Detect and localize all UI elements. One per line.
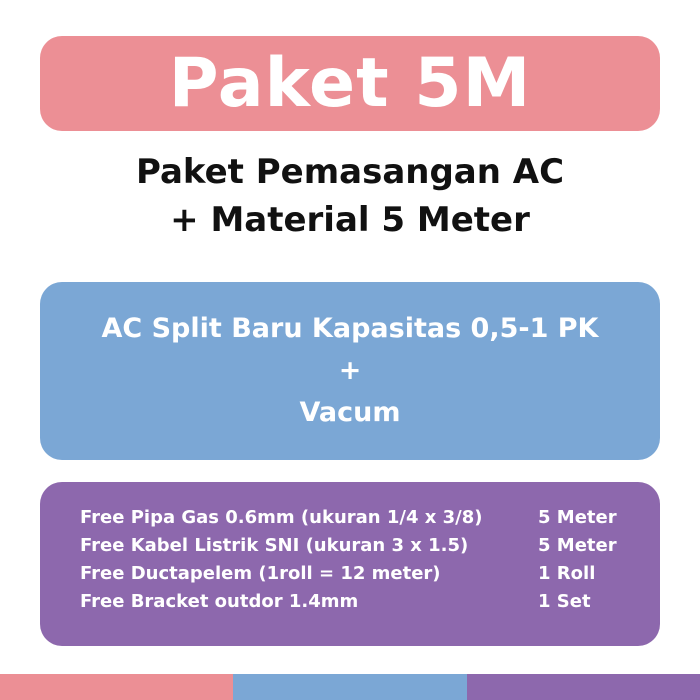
package-box — [40, 282, 660, 460]
strip-blue — [233, 674, 466, 700]
freebie-item: Free Bracket outdor 1.4mm — [80, 591, 359, 612]
freebies-box — [40, 482, 660, 646]
strip-pink — [0, 674, 233, 700]
subtitle — [0, 148, 700, 244]
freebie-qty: 1 Roll — [538, 563, 596, 584]
freebie-item: Free Pipa Gas 0.6mm (ukuran 1/4 x 3/8) — [80, 507, 483, 528]
freebie-item: Free Kabel Listrik SNI (ukuran 3 x 1.5) — [80, 535, 469, 556]
subtitle-line-2: + Material 5 Meter — [170, 200, 530, 240]
freebie-row — [80, 532, 660, 560]
strip-purple — [467, 674, 700, 700]
package-plus: + — [338, 355, 362, 386]
title-banner — [40, 36, 660, 131]
subtitle-line-1: Paket Pemasangan AC — [135, 152, 565, 192]
package-line-1: AC Split Baru Kapasitas 0,5-1 PK — [101, 313, 599, 344]
freebie-qty: 5 Meter — [538, 507, 617, 528]
freebie-qty: 5 Meter — [538, 535, 617, 556]
freebie-row — [80, 560, 660, 588]
freebie-item: Free Ductapelem (1roll = 12 meter) — [80, 563, 441, 584]
freebie-qty: 1 Set — [538, 591, 591, 612]
page-title: Paket 5M — [168, 43, 532, 123]
bottom-color-strip — [0, 674, 700, 700]
freebie-row — [80, 504, 660, 532]
freebie-row — [80, 588, 660, 616]
package-line-2: Vacum — [299, 397, 401, 428]
